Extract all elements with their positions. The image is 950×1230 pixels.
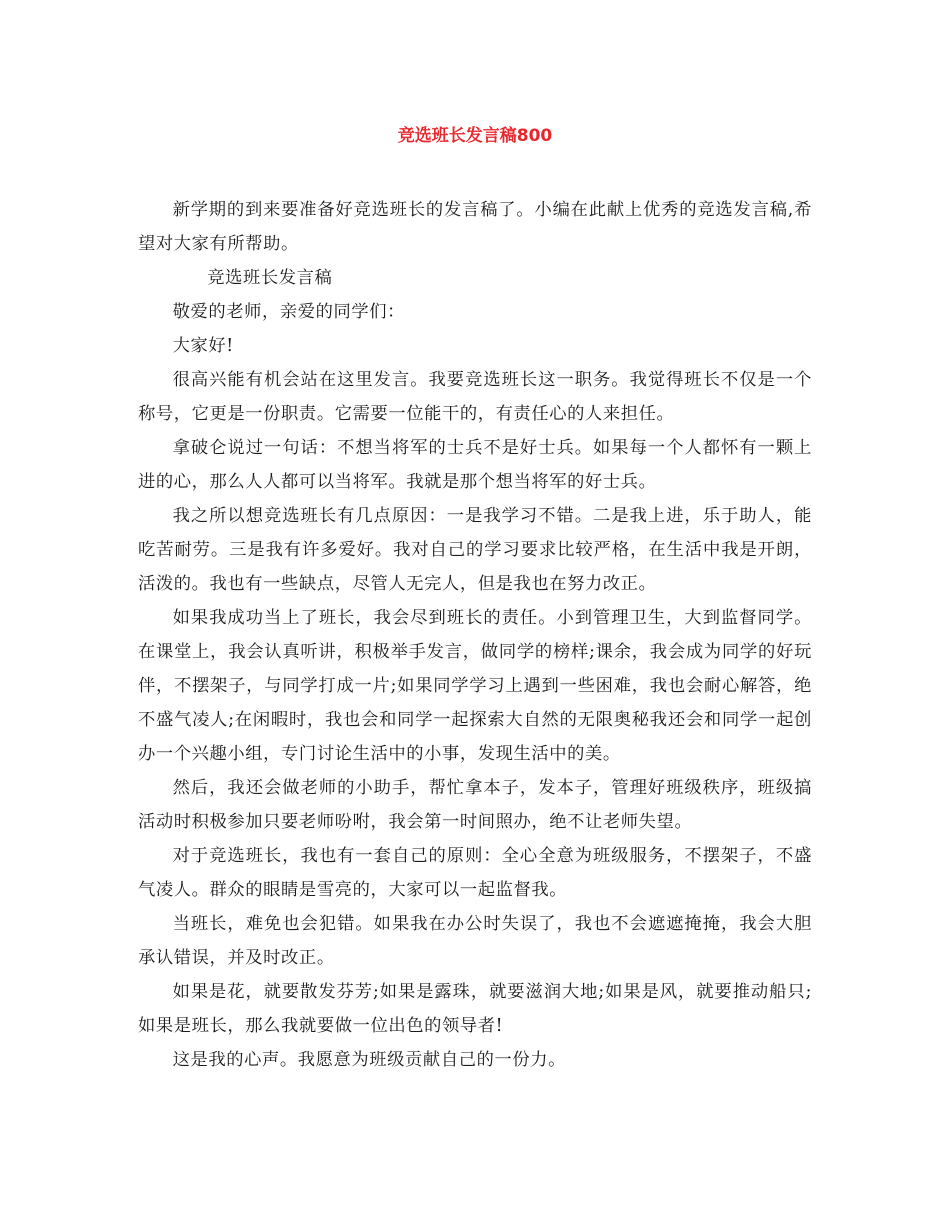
document-body (138, 193, 812, 1077)
salutation: 敬爱的老师，亲爱的同学们： (172, 302, 406, 322)
document-title: 竞选班长发言稿800 (397, 126, 553, 146)
body-paragraph: 然后，我还会做老师的小助手，帮忙拿本子，发本子，管理好班级秩序，班级搞活动时积极参加只要老师吩咐，我会第一时间照办，绝不让老师失望。 (138, 778, 812, 832)
intro-paragraph: 新学期的到来要准备好竞选班长的发言稿了。小编在此献上优秀的竞选发言稿,希望对大家有所帮助。 (138, 200, 812, 254)
body-paragraph: 如果是花，就要散发芬芳;如果是露珠，就要滋润大地;如果是风，就要推动船只;如果是班长，那么我就要做一位出色的领导者! (138, 982, 812, 1036)
speech-subtitle: 竞选班长发言稿 (207, 268, 333, 288)
greeting: 大家好! (172, 336, 234, 356)
body-paragraph: 拿破仑说过一句话：不想当将军的士兵不是好士兵。如果每一个人都怀有一颗上进的心，那么人人都可以当将军。我就是那个想当将军的好士兵。 (138, 438, 812, 492)
body-paragraph: 很高兴能有机会站在这里发言。我要竞选班长这一职务。我觉得班长不仅是一个称号，它更是一份职责。它需要一位能干的，有责任心的人来担任。 (138, 370, 812, 424)
body-paragraph: 对于竞选班长，我也有一套自己的原则：全心全意为班级服务，不摆架子，不盛气凌人。群众的眼睛是雪亮的，大家可以一起监督我。 (138, 846, 812, 900)
body-paragraph: 如果我成功当上了班长，我会尽到班长的责任。小到管理卫生，大到监督同学。在课堂上，我会认真听讲，积极举手发言，做同学的榜样;课余，我会成为同学的好玩伴，不摆架子，与同学打成一片;如果同学学习上遇到一些困难，我也会耐心解答，绝不盛气凌人;在闲暇时，我也会和同学一起探索大自然的无限奥秘我还会和同学一起创办一个兴趣小组，专门讨论生活中的小事，发现生活中的美。 (138, 608, 812, 764)
body-paragraph: 我之所以想竞选班长有几点原因：一是我学习不错。二是我上进，乐于助人，能吃苦耐劳。三是我有许多爱好。我对自己的学习要求比较严格，在生活中我是开朗，活泼的。我也有一些缺点，尽管人无完人，但是我也在努力改正。 (138, 506, 812, 594)
body-paragraph: 当班长，难免也会犯错。如果我在办公时失误了，我也不会遮遮掩掩，我会大胆承认错误，并及时改正。 (138, 914, 812, 968)
closing-paragraph: 这是我的心声。我愿意为班级贡献自己的一份力。 (172, 1050, 566, 1070)
